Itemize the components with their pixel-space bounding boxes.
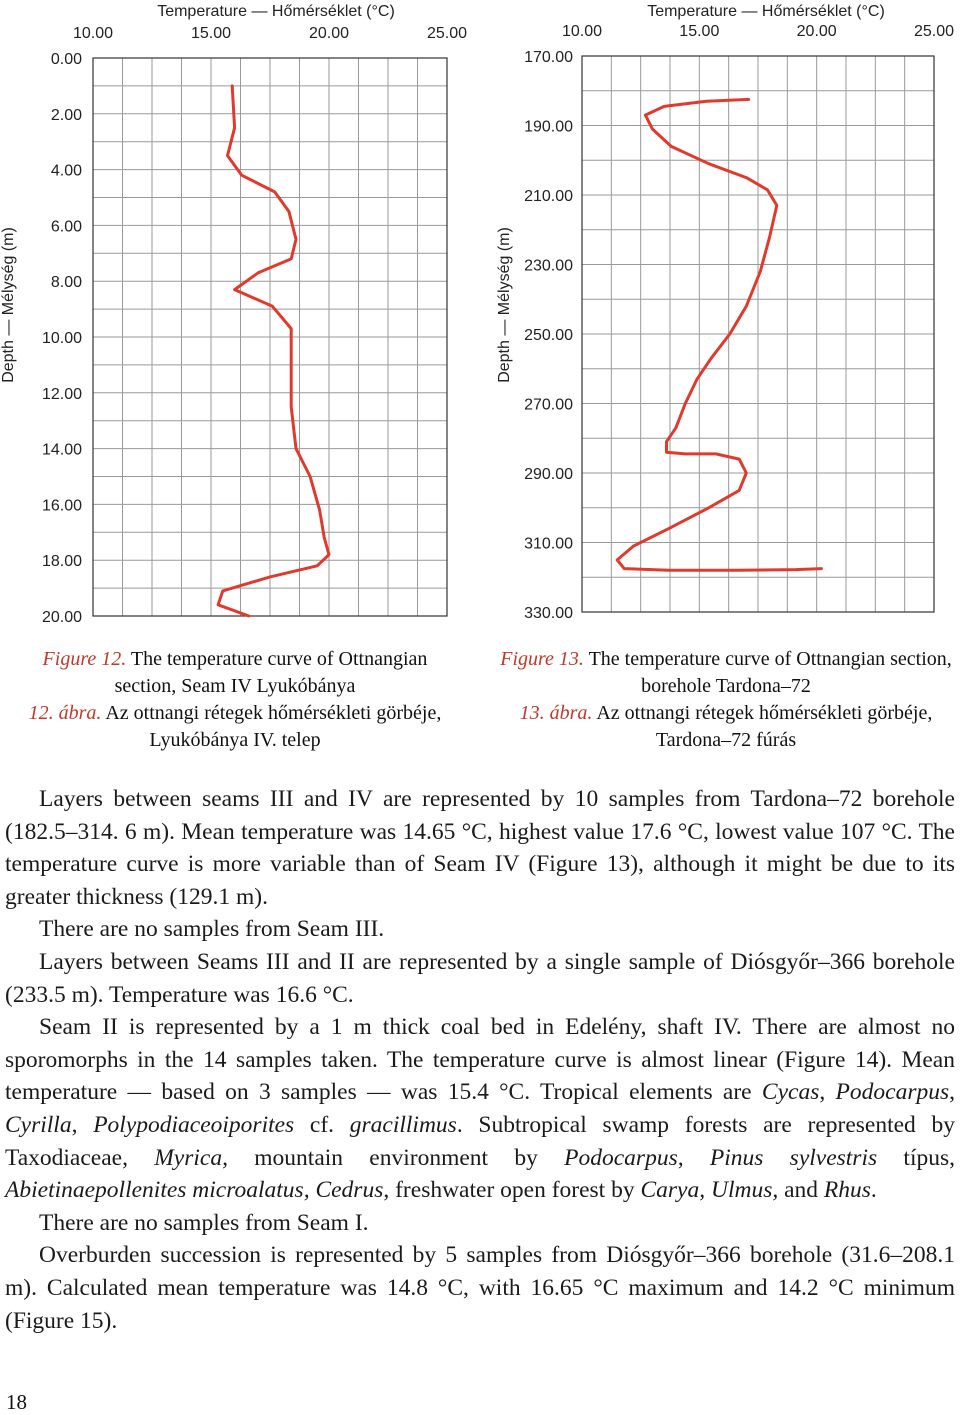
y-tick-label: 0.00: [50, 51, 82, 68]
y-tick-label: 230.00: [524, 257, 573, 275]
y-tick-label: 290.00: [524, 466, 573, 483]
x-tick-label: 25.00: [426, 25, 468, 42]
taxon-abietinaepollenites-cedrus: Abietinaepollenites microalatus, Cedrus: [5, 1177, 384, 1204]
paragraph-3: Layers between Seams III and II are represented by a single sample of Diósgyőr–366 borehole (233.5 m). Temperature was 16.6 °C.: [5, 948, 955, 1008]
x-tick-label: 15.00: [190, 25, 232, 42]
y-tick-label: 190.00: [524, 118, 573, 136]
figure-12-hu-label: 12. ábra.: [28, 702, 102, 724]
figure-13-caption: [500, 646, 952, 754]
y-axis-title: Depth — Mélység (m): [0, 227, 17, 383]
y-tick-label: 310.00: [524, 535, 573, 553]
figure-12-chart: [0, 0, 480, 640]
y-tick-label: 330.00: [524, 605, 573, 622]
taxon-podocarpus: Podocarpus: [835, 1079, 950, 1106]
x-tick-label: 20.00: [308, 25, 350, 42]
x-axis-title: Temperature — Hőmérséklet (°C): [647, 3, 885, 20]
figure-13-caption-en-text: The temperature curve of Ottnangian section, borehole Tardona–72: [588, 648, 952, 697]
figure-13-caption-hu-text: Az ottnangi rétegek hőmérsékleti görbéje, Tardona–72 fúrás: [596, 702, 933, 751]
p4-text-e: , freshwater open forest by: [383, 1177, 641, 1204]
figure-13-chart: [490, 0, 960, 640]
y-tick-label: 12.00: [41, 385, 82, 403]
figure-12-caption-hu: [10, 700, 460, 754]
p4-text-d: típus,: [877, 1144, 955, 1171]
y-tick-label: 250.00: [524, 327, 573, 344]
p4-sep-1: ,: [819, 1079, 836, 1106]
x-tick-label: 25.00: [913, 23, 955, 40]
p4-text-c: mountain environment by: [227, 1144, 565, 1171]
y-tick-label: 14.00: [41, 441, 82, 459]
figure-12-caption: [10, 646, 460, 754]
paragraph-5: There are no samples from Seam I.: [39, 1209, 369, 1236]
y-tick-label: 270.00: [524, 396, 573, 414]
figure-13-caption-hu: [500, 700, 952, 754]
y-tick-label: 170.00: [524, 49, 573, 66]
figure-12-caption-en-text: The temperature curve of Ottnangian section, Seam IV Lyukóbánya: [114, 648, 428, 697]
figure-12-svg: [0, 0, 480, 640]
paragraph-1: Layers between seams III and IV are represented by 10 samples from Tardona–72 borehole (182.5–314. 6 m). Mean temperature was 14.65 °C, highest value 17.6 °C, lowest value 107 °C. The temperature curve is more variable than of Seam IV (Figure 13), although it might be due to its greater thickness (129.1 m).: [5, 786, 955, 910]
x-tick-label: 15.00: [679, 23, 720, 40]
page-number: 18: [6, 1390, 27, 1414]
p4-sep-4: cf.: [294, 1111, 350, 1138]
p4-text-g: .: [870, 1177, 877, 1204]
y-tick-label: 20.00: [41, 609, 82, 626]
figure-13-label: Figure 13.: [500, 648, 584, 670]
p4-sep-2: ,: [949, 1079, 955, 1106]
p4-sep-3: ,: [71, 1111, 94, 1138]
p4-text-a: Seam II is represented by a 1 m thick coal bed in Edelény, shaft IV. There are almost no sporomorphs in the 14 samples taken. The temperature curve is almost linear (Figure 14). Mean temperature — based on 3 samples — was 15.4 °C. Tropical elements are: [5, 1014, 955, 1106]
paragraph-4: [5, 1011, 955, 1207]
paragraph-2: There are no samples from Seam III.: [39, 916, 385, 943]
y-tick-label: 18.00: [41, 553, 82, 571]
figure-12-caption-en: [10, 646, 460, 700]
figure-12-label: Figure 12.: [42, 648, 127, 670]
y-axis-title: Depth — Mélység (m): [496, 227, 513, 383]
taxon-cyrilla: Cyrilla: [5, 1111, 72, 1138]
figure-12-caption-hu-text: Az ottnangi rétegek hőmérsékleti görbéje, Lyukóbánya IV. telep: [105, 702, 442, 751]
figure-13-svg: [490, 0, 960, 640]
x-tick-label: 10.00: [561, 23, 603, 40]
y-tick-label: 2.00: [50, 106, 82, 124]
temperature-curve: [617, 99, 821, 570]
figure-13-hu-label: 13. ábra.: [519, 702, 593, 724]
y-tick-label: 8.00: [50, 274, 82, 292]
taxon-carya-ulmus: Carya, Ulmus,: [640, 1177, 779, 1204]
y-tick-label: 210.00: [524, 188, 573, 205]
x-axis-title: Temperature — Hőmérséklet (°C): [157, 3, 395, 20]
taxon-cycas: Cycas: [761, 1079, 820, 1106]
x-tick-label: 20.00: [796, 23, 837, 40]
paragraph-6: Overburden succession is represented by 5 samples from Diósgyőr–366 borehole (31.6–208.1 m). Calculated mean temperature was 14.8 °C, with 16.65 °C maximum and 14.2 °C minimum (Figure 15).: [5, 1242, 955, 1334]
taxon-myrica: Myrica,: [154, 1144, 228, 1171]
taxon-rhus: Rhus: [823, 1177, 871, 1204]
y-tick-label: 10.00: [41, 330, 82, 347]
p4-text-b: . Subtropical swamp forests are represented by Taxodiaceae,: [5, 1111, 956, 1171]
figure-13-caption-en: [500, 646, 952, 700]
p4-text-f: and: [778, 1177, 824, 1204]
body-text: [5, 783, 955, 1337]
y-tick-label: 4.00: [50, 162, 82, 180]
y-tick-label: 6.00: [50, 218, 82, 236]
taxon-gracillimus: gracillimus: [349, 1111, 457, 1138]
y-tick-label: 16.00: [41, 497, 82, 515]
taxon-podocarpus-pinus: Podocarpus, Pinus sylvestris: [564, 1144, 878, 1171]
x-tick-label: 10.00: [72, 25, 114, 42]
temperature-curve: [218, 86, 329, 616]
taxon-polypodiaceoiporites: Polypodiaceoiporites: [93, 1111, 295, 1138]
